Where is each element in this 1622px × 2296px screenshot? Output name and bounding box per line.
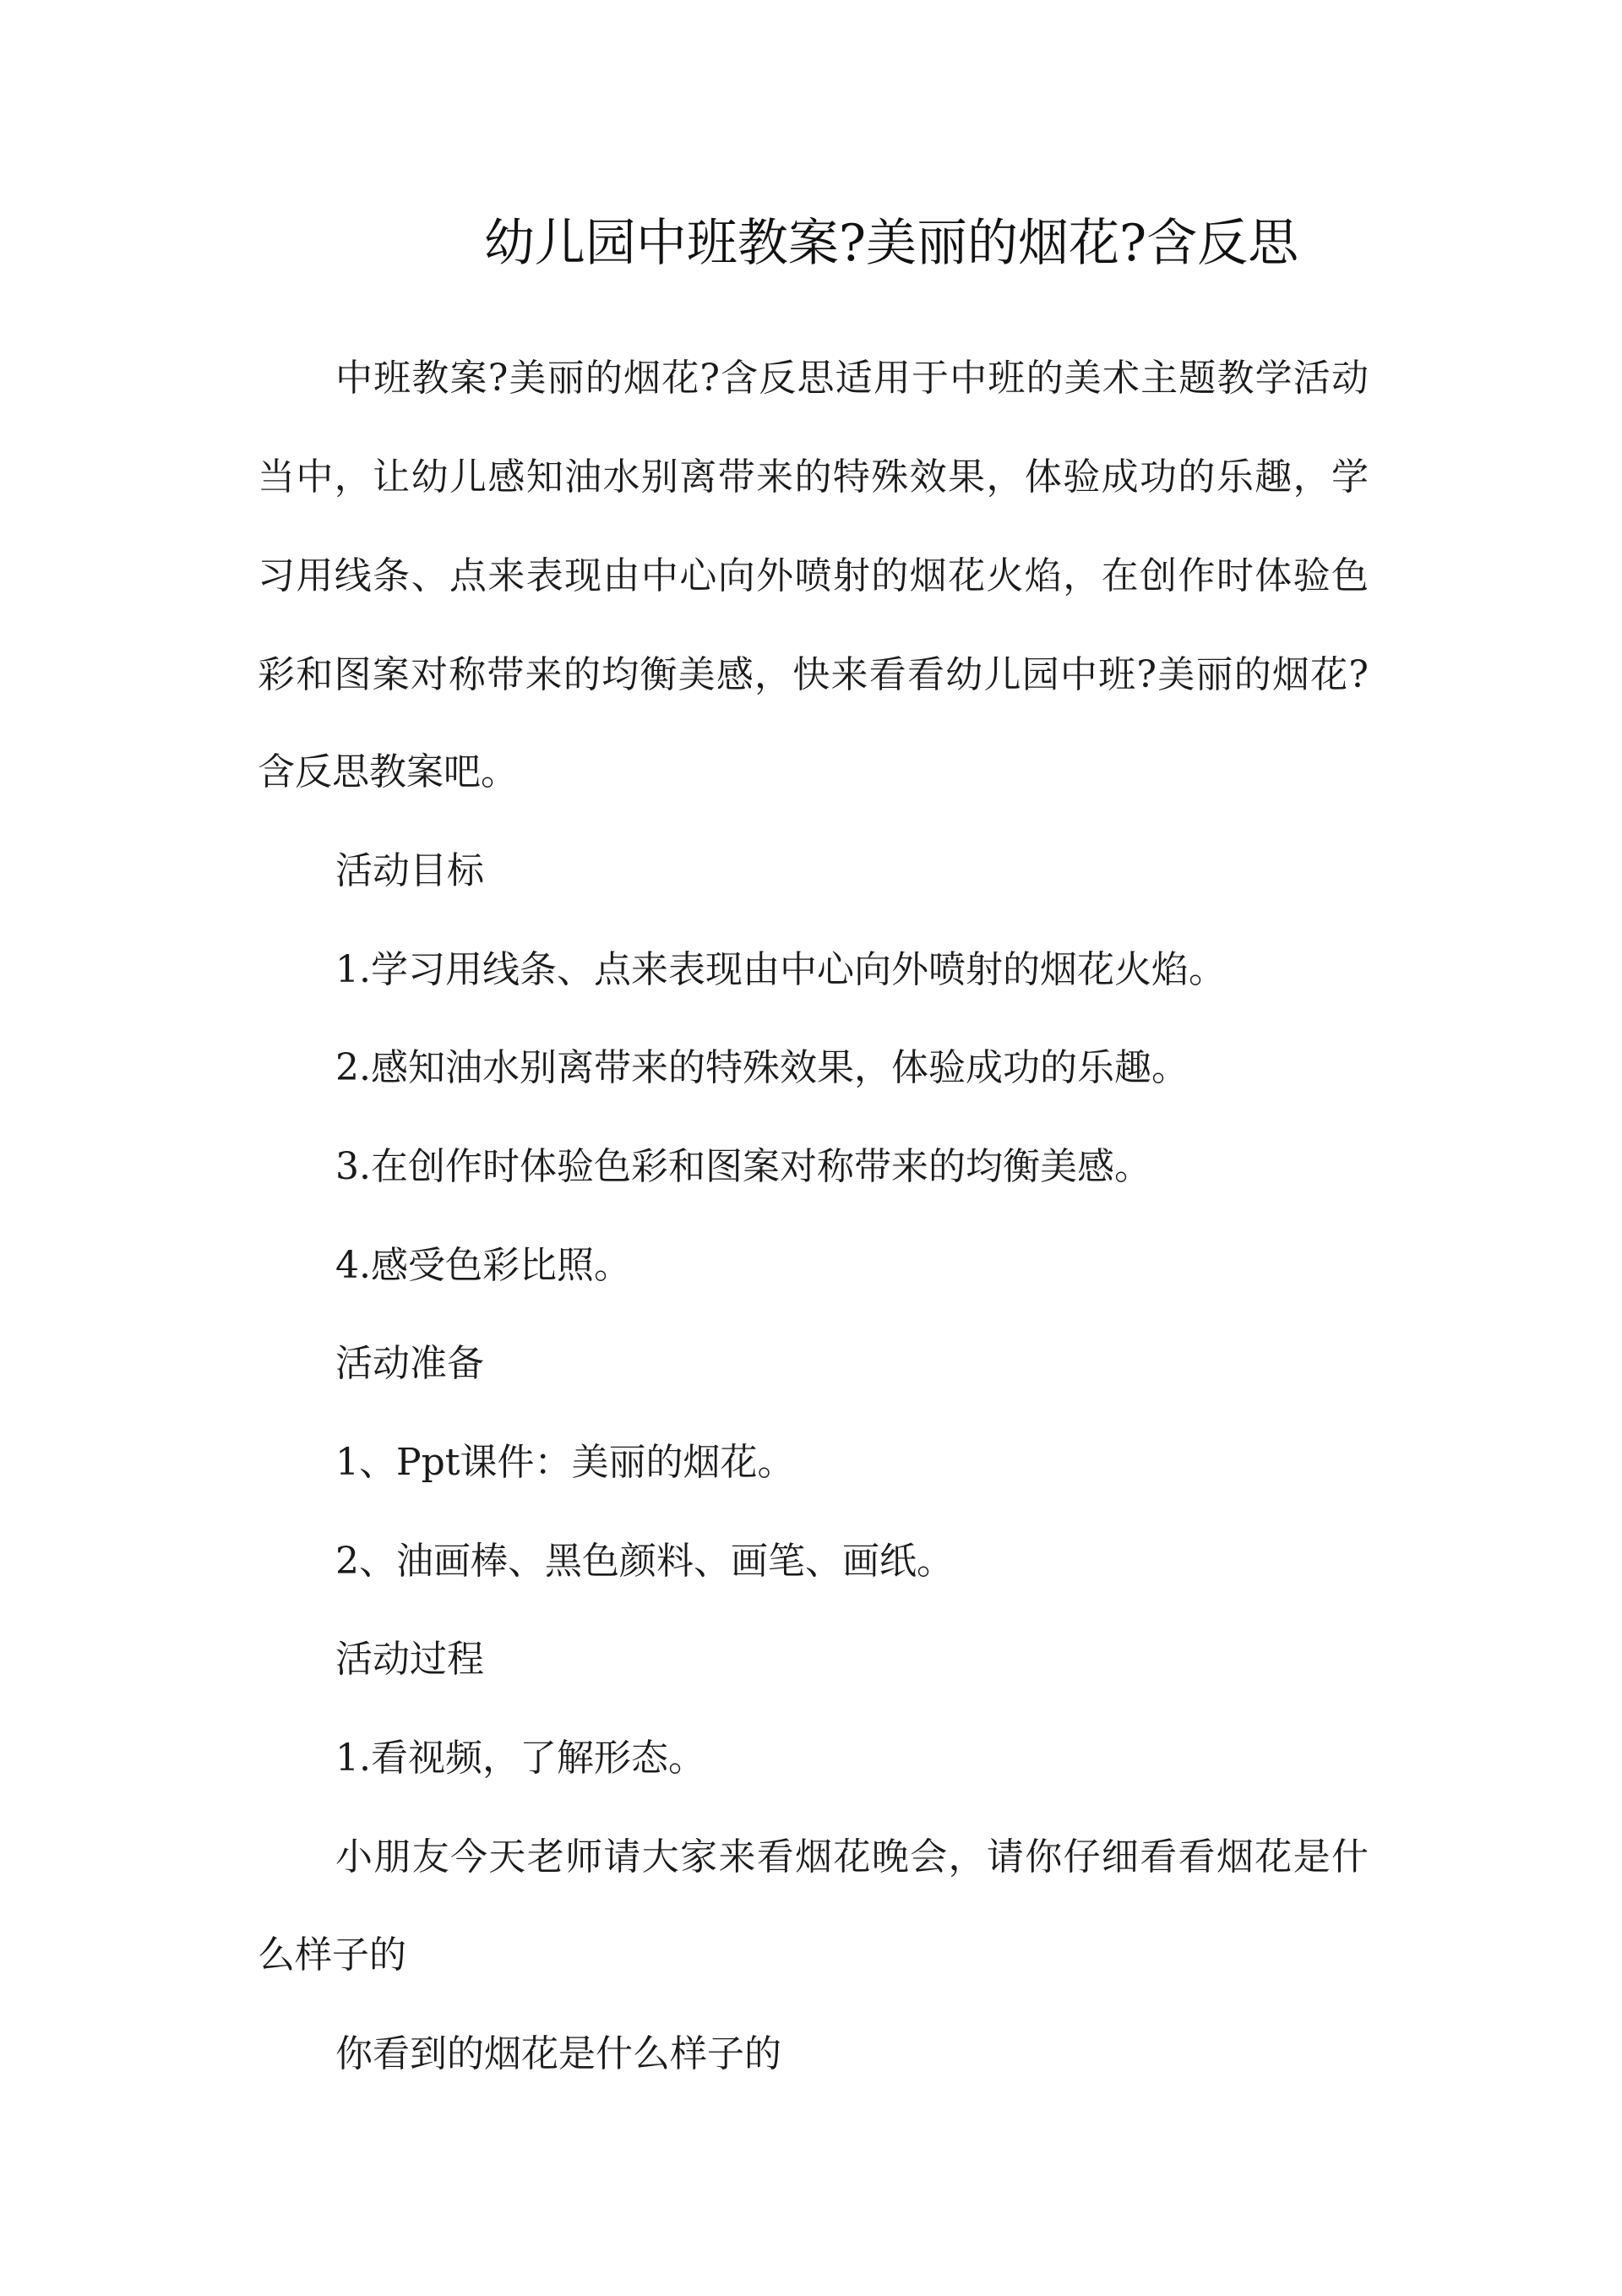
page-title: 幼儿园中班教案?美丽的烟花?含反思 (483, 214, 1299, 273)
intro-line: 含反思教案吧。 (258, 750, 518, 794)
intro-line: 彩和图案对称带来的均衡美感，快来看看幼儿园中班?美丽的烟花? (258, 653, 1369, 696)
intro-line: 中班教案?美丽的烟花?含反思适用于中班的美术主题教学活动 (335, 357, 1369, 400)
preparation-item: 2、油画棒、黑色颜料、画笔、画纸。 (335, 1540, 954, 1583)
process-question: 你看到的烟花是什么样子的 (335, 2032, 781, 2075)
preparation-item: 1、Ppt课件：美丽的烟花。 (335, 1441, 795, 1484)
section-heading-process: 活动过程 (335, 1638, 484, 1681)
process-line: 小朋友今天老师请大家来看烟花晚会，请你仔细看看烟花是什 (335, 1835, 1369, 1879)
section-heading-goals: 活动目标 (335, 849, 484, 892)
process-step: 1.看视频，了解形态。 (335, 1737, 705, 1780)
process-line: 么样子的 (258, 1933, 406, 1977)
goal-item: 4.感受色彩比照。 (335, 1244, 631, 1287)
section-heading-preparation: 活动准备 (335, 1342, 484, 1385)
goal-item: 3.在创作时体验色彩和图案对称带来的均衡美感。 (335, 1145, 1151, 1188)
intro-line: 当中，让幼儿感知油水别离带来的特殊效果，体验成功的乐趣，学 (258, 455, 1369, 499)
goal-item: 1.学习用线条、点来表现由中心向外喷射的烟花火焰。 (335, 948, 1226, 991)
goal-item: 2.感知油水别离带来的特殊效果，体验成功的乐趣。 (335, 1046, 1189, 1089)
intro-line: 习用线条、点来表现由中心向外喷射的烟花火焰，在创作时体验色 (258, 554, 1369, 597)
